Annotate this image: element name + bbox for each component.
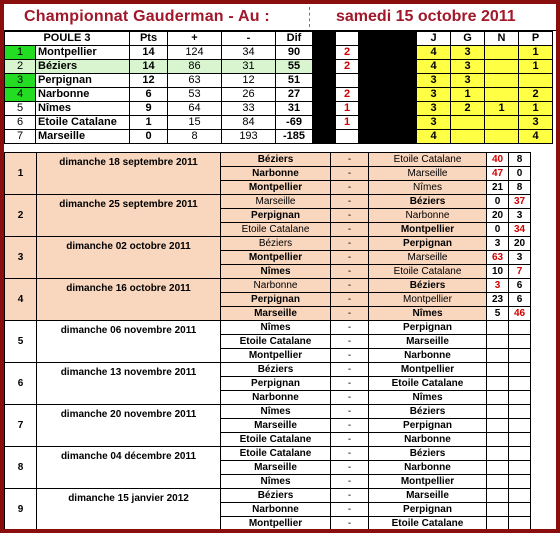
away-team: Perpignan: [369, 503, 487, 517]
fixture-row[interactable]: [5, 363, 531, 377]
points-for: 86: [168, 60, 222, 74]
home-team: Béziers: [221, 237, 331, 251]
away-score: [509, 363, 531, 377]
black-cell: [359, 60, 417, 74]
team-rank: 3: [5, 74, 36, 88]
away-score: 20: [509, 237, 531, 251]
home-score: [487, 475, 509, 489]
vs-separator: -: [331, 167, 369, 181]
home-team: Narbonne: [221, 391, 331, 405]
away-team: Marseille: [369, 335, 487, 349]
minus-header: -: [222, 32, 276, 46]
home-score: 5: [487, 307, 509, 321]
won-count: 3: [451, 60, 485, 74]
home-team: Marseille: [221, 461, 331, 475]
vs-separator: -: [331, 447, 369, 461]
home-score: [487, 461, 509, 475]
away-team: Nîmes: [369, 391, 487, 405]
home-score: [487, 363, 509, 377]
black-cell: [313, 88, 336, 102]
fixture-row[interactable]: [5, 279, 531, 293]
team-points: 0: [130, 130, 168, 144]
pts-header: Pts: [130, 32, 168, 46]
vs-separator: -: [331, 377, 369, 391]
home-team: Perpignan: [221, 209, 331, 223]
team-name: Béziers: [36, 60, 130, 74]
points-difference: 51: [276, 74, 313, 88]
away-score: [509, 433, 531, 447]
away-score: [509, 377, 531, 391]
away-score: [509, 503, 531, 517]
home-score: 63: [487, 251, 509, 265]
vs-separator: -: [331, 391, 369, 405]
home-score: [487, 335, 509, 349]
round-date: dimanche 20 novembre 2011: [37, 405, 221, 447]
red-count: 2: [336, 88, 359, 102]
lost-count: [519, 74, 553, 88]
team-rank: 7: [5, 130, 36, 144]
red-count: 1: [336, 116, 359, 130]
away-team: Etoile Catalane: [369, 517, 487, 531]
fixture-row[interactable]: [5, 195, 531, 209]
team-rank: 5: [5, 102, 36, 116]
away-score: 8: [509, 181, 531, 195]
vs-separator: -: [331, 223, 369, 237]
black-cell: [313, 60, 336, 74]
away-score: 7: [509, 265, 531, 279]
home-team: Béziers: [221, 153, 331, 167]
title-row: [4, 4, 556, 31]
black-cell: [359, 46, 417, 60]
black-cell: [359, 102, 417, 116]
round-date: dimanche 04 décembre 2011: [37, 447, 221, 489]
standings-row[interactable]: [5, 46, 553, 60]
round-number: 3: [5, 237, 37, 279]
red-count-header: [336, 32, 359, 46]
round-date: dimanche 15 janvier 2012: [37, 489, 221, 531]
home-score: 3: [487, 279, 509, 293]
fixture-row[interactable]: [5, 405, 531, 419]
dif-header: Dif: [276, 32, 313, 46]
points-difference: -69: [276, 116, 313, 130]
away-team: Etoile Catalane: [369, 265, 487, 279]
away-team: Etoile Catalane: [369, 153, 487, 167]
round-date: dimanche 16 octobre 2011: [37, 279, 221, 321]
away-team: Marseille: [369, 167, 487, 181]
away-score: 46: [509, 307, 531, 321]
points-for: 64: [168, 102, 222, 116]
home-team: Marseille: [221, 419, 331, 433]
red-count: 1: [336, 102, 359, 116]
vs-separator: -: [331, 419, 369, 433]
standings-row[interactable]: [5, 88, 553, 102]
points-for: 124: [168, 46, 222, 60]
away-team: Narbonne: [369, 461, 487, 475]
round-number: 6: [5, 363, 37, 405]
drawn-count: 1: [485, 102, 519, 116]
vs-separator: -: [331, 503, 369, 517]
black-cell: [313, 46, 336, 60]
home-score: 0: [487, 195, 509, 209]
vs-separator: -: [331, 293, 369, 307]
home-team: Perpignan: [221, 377, 331, 391]
away-score: 3: [509, 209, 531, 223]
team-name: Nîmes: [36, 102, 130, 116]
drawn-count: [485, 88, 519, 102]
red-count: [336, 74, 359, 88]
home-team: Marseille: [221, 307, 331, 321]
vs-separator: -: [331, 237, 369, 251]
away-score: [509, 419, 531, 433]
black-cell: [313, 102, 336, 116]
home-team: Narbonne: [221, 503, 331, 517]
standings-table: [4, 31, 553, 144]
away-score: [509, 461, 531, 475]
away-score: [509, 391, 531, 405]
vs-separator: -: [331, 153, 369, 167]
home-team: Montpellier: [221, 517, 331, 531]
played-count: 4: [417, 46, 451, 60]
home-score: 0: [487, 223, 509, 237]
black-cell: [359, 32, 417, 46]
played-count: 4: [417, 60, 451, 74]
home-score: [487, 377, 509, 391]
home-team: Béziers: [221, 489, 331, 503]
away-team: Perpignan: [369, 419, 487, 433]
away-score: [509, 405, 531, 419]
home-team: Perpignan: [221, 293, 331, 307]
round-date: dimanche 18 septembre 2011: [37, 153, 221, 195]
black-cell: [313, 130, 336, 144]
points-for: 53: [168, 88, 222, 102]
black-cell: [359, 74, 417, 88]
fixture-row[interactable]: [5, 153, 531, 167]
lost-count: 1: [519, 102, 553, 116]
p-header: P: [519, 32, 553, 46]
won-count: 1: [451, 88, 485, 102]
vs-separator: -: [331, 279, 369, 293]
n-header: N: [485, 32, 519, 46]
drawn-count: [485, 74, 519, 88]
home-score: [487, 405, 509, 419]
away-score: 6: [509, 279, 531, 293]
team-name: Etoile Catalane: [36, 116, 130, 130]
home-team: Narbonne: [221, 279, 331, 293]
vs-separator: -: [331, 517, 369, 531]
away-score: [509, 489, 531, 503]
away-team: Perpignan: [369, 321, 487, 335]
played-count: 3: [417, 102, 451, 116]
red-count: [336, 130, 359, 144]
home-score: [487, 489, 509, 503]
red-count: 2: [336, 46, 359, 60]
drawn-count: [485, 46, 519, 60]
current-date: samedi 15 octobre 2011: [336, 8, 516, 25]
home-score: [487, 349, 509, 363]
red-count: 2: [336, 60, 359, 74]
round-date: dimanche 25 septembre 2011: [37, 195, 221, 237]
pool-header: POULE 3: [5, 32, 130, 46]
home-score: 10: [487, 265, 509, 279]
points-difference: 55: [276, 60, 313, 74]
away-score: [509, 321, 531, 335]
drawn-count: [485, 130, 519, 144]
team-points: 1: [130, 116, 168, 130]
home-team: Etoile Catalane: [221, 447, 331, 461]
away-score: 6: [509, 293, 531, 307]
points-against: 12: [222, 74, 276, 88]
won-count: 3: [451, 46, 485, 60]
away-team: Montpellier: [369, 363, 487, 377]
fixture-row[interactable]: [5, 447, 531, 461]
away-score: [509, 475, 531, 489]
round-date: dimanche 02 octobre 2011: [37, 237, 221, 279]
home-team: Montpellier: [221, 251, 331, 265]
won-count: [451, 130, 485, 144]
home-score: 3: [487, 237, 509, 251]
team-rank: 4: [5, 88, 36, 102]
vs-separator: -: [331, 321, 369, 335]
away-score: 34: [509, 223, 531, 237]
away-team: Perpignan: [369, 237, 487, 251]
title-separator: [309, 7, 310, 27]
home-team: Etoile Catalane: [221, 223, 331, 237]
standings-row[interactable]: [5, 60, 553, 74]
team-points: 14: [130, 46, 168, 60]
black-cell: [359, 88, 417, 102]
away-team: Béziers: [369, 195, 487, 209]
home-score: [487, 517, 509, 531]
vs-separator: -: [331, 405, 369, 419]
fixtures-table: [4, 152, 531, 531]
vs-separator: -: [331, 265, 369, 279]
black-cell: [313, 74, 336, 88]
away-team: Narbonne: [369, 433, 487, 447]
standings-row[interactable]: [5, 130, 553, 144]
drawn-count: [485, 116, 519, 130]
points-difference: 27: [276, 88, 313, 102]
vs-separator: -: [331, 489, 369, 503]
home-score: [487, 321, 509, 335]
lost-count: 1: [519, 46, 553, 60]
home-team: Nîmes: [221, 321, 331, 335]
team-name: Narbonne: [36, 88, 130, 102]
home-score: 23: [487, 293, 509, 307]
home-score: [487, 503, 509, 517]
points-for: 8: [168, 130, 222, 144]
home-score: [487, 447, 509, 461]
home-score: [487, 419, 509, 433]
played-count: 3: [417, 88, 451, 102]
home-team: Nîmes: [221, 405, 331, 419]
points-against: 84: [222, 116, 276, 130]
home-score: [487, 433, 509, 447]
vs-separator: -: [331, 251, 369, 265]
away-team: Montpellier: [369, 475, 487, 489]
points-difference: 31: [276, 102, 313, 116]
points-against: 33: [222, 102, 276, 116]
vs-separator: -: [331, 363, 369, 377]
away-team: Béziers: [369, 279, 487, 293]
vs-separator: -: [331, 433, 369, 447]
home-team: Nîmes: [221, 475, 331, 489]
home-team: Etoile Catalane: [221, 433, 331, 447]
plus-header: +: [168, 32, 222, 46]
won-count: 2: [451, 102, 485, 116]
black-cell: [313, 32, 336, 46]
fixture-row[interactable]: [5, 489, 531, 503]
won-count: [451, 116, 485, 130]
away-team: Béziers: [369, 405, 487, 419]
vs-separator: -: [331, 181, 369, 195]
round-number: 7: [5, 405, 37, 447]
vs-separator: -: [331, 307, 369, 321]
away-score: [509, 447, 531, 461]
round-number: 9: [5, 489, 37, 531]
away-score: [509, 517, 531, 531]
round-number: 1: [5, 153, 37, 195]
black-cell: [359, 130, 417, 144]
vs-separator: -: [331, 475, 369, 489]
away-team: Nîmes: [369, 307, 487, 321]
points-for: 15: [168, 116, 222, 130]
team-points: 9: [130, 102, 168, 116]
played-count: 3: [417, 74, 451, 88]
away-score: 37: [509, 195, 531, 209]
home-team: Nîmes: [221, 265, 331, 279]
round-date: dimanche 13 novembre 2011: [37, 363, 221, 405]
points-against: 31: [222, 60, 276, 74]
championship-title: Championnat Gauderman - Au :: [24, 8, 270, 25]
away-score: [509, 349, 531, 363]
round-number: 4: [5, 279, 37, 321]
round-number: 2: [5, 195, 37, 237]
home-team: Béziers: [221, 363, 331, 377]
lost-count: 4: [519, 130, 553, 144]
away-team: Montpellier: [369, 293, 487, 307]
standings-row[interactable]: [5, 116, 553, 130]
standings-row[interactable]: [5, 102, 553, 116]
vs-separator: -: [331, 195, 369, 209]
home-team: Marseille: [221, 195, 331, 209]
home-team: Montpellier: [221, 349, 331, 363]
fixture-row[interactable]: [5, 321, 531, 335]
lost-count: 3: [519, 116, 553, 130]
standings-row[interactable]: [5, 74, 553, 88]
lost-count: 2: [519, 88, 553, 102]
points-against: 193: [222, 130, 276, 144]
home-score: 21: [487, 181, 509, 195]
away-team: Marseille: [369, 251, 487, 265]
away-team: Narbonne: [369, 209, 487, 223]
fixture-row[interactable]: [5, 237, 531, 251]
away-score: [509, 335, 531, 349]
vs-separator: -: [331, 461, 369, 475]
played-count: 4: [417, 130, 451, 144]
standings-header: [5, 32, 553, 46]
black-cell: [313, 116, 336, 130]
team-rank: 1: [5, 46, 36, 60]
home-team: Narbonne: [221, 167, 331, 181]
team-points: 12: [130, 74, 168, 88]
round-number: 5: [5, 321, 37, 363]
home-score: 40: [487, 153, 509, 167]
j-header: J: [417, 32, 451, 46]
team-name: Perpignan: [36, 74, 130, 88]
away-team: Narbonne: [369, 349, 487, 363]
vs-separator: -: [331, 209, 369, 223]
home-team: Etoile Catalane: [221, 335, 331, 349]
points-difference: 90: [276, 46, 313, 60]
round-number: 8: [5, 447, 37, 489]
away-score: 0: [509, 167, 531, 181]
home-score: 20: [487, 209, 509, 223]
team-points: 6: [130, 88, 168, 102]
lost-count: 1: [519, 60, 553, 74]
away-team: Marseille: [369, 489, 487, 503]
round-date: dimanche 06 novembre 2011: [37, 321, 221, 363]
team-rank: 2: [5, 60, 36, 74]
home-score: [487, 391, 509, 405]
points-difference: -185: [276, 130, 313, 144]
black-cell: [359, 116, 417, 130]
played-count: 3: [417, 116, 451, 130]
home-score: 47: [487, 167, 509, 181]
points-against: 26: [222, 88, 276, 102]
away-score: 3: [509, 251, 531, 265]
away-team: Nîmes: [369, 181, 487, 195]
vs-separator: -: [331, 349, 369, 363]
away-team: Montpellier: [369, 223, 487, 237]
team-name: Montpellier: [36, 46, 130, 60]
won-count: 3: [451, 74, 485, 88]
team-name: Marseille: [36, 130, 130, 144]
team-rank: 6: [5, 116, 36, 130]
points-for: 63: [168, 74, 222, 88]
away-score: 8: [509, 153, 531, 167]
vs-separator: -: [331, 335, 369, 349]
away-team: Béziers: [369, 447, 487, 461]
drawn-count: [485, 60, 519, 74]
g-header: G: [451, 32, 485, 46]
team-points: 14: [130, 60, 168, 74]
away-team: Etoile Catalane: [369, 377, 487, 391]
points-against: 34: [222, 46, 276, 60]
home-team: Montpellier: [221, 181, 331, 195]
